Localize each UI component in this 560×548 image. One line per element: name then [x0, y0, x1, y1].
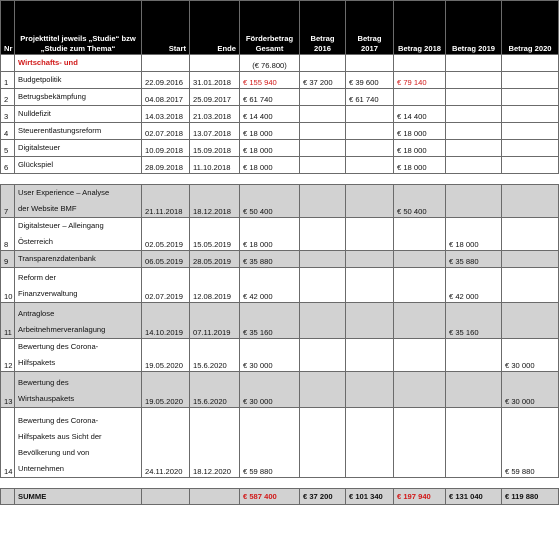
row-number: 11 — [1, 303, 15, 339]
spacer-cell — [394, 174, 446, 185]
table-header-row — [1, 1, 559, 55]
table-row — [1, 106, 559, 123]
row-y2018 — [394, 218, 446, 251]
header-2020: Betrag 2020 — [502, 1, 559, 55]
table-row — [1, 303, 559, 339]
row-gesamt: € 14 400 — [240, 106, 300, 123]
row-title-line: Betrugsbekämpfung — [18, 92, 86, 101]
row-title — [15, 89, 142, 106]
row-title-line: Bewertung des Corona- — [18, 342, 99, 351]
row-ende: 13.07.2018 — [190, 123, 240, 140]
row-number: 6 — [1, 157, 15, 174]
row-ende — [190, 55, 240, 72]
row-y2020 — [502, 89, 559, 106]
row-y2016 — [300, 55, 346, 72]
row-title — [15, 185, 142, 218]
row-y2019 — [446, 123, 502, 140]
table-row — [1, 251, 559, 268]
spacer-cell — [240, 478, 300, 489]
row-number: 9 — [1, 251, 15, 268]
row-y2017 — [346, 218, 394, 251]
row-y2016 — [300, 251, 346, 268]
spacer-cell — [1, 174, 15, 185]
row-title-line: Nulldefizit — [18, 109, 51, 118]
spacer-cell — [446, 174, 502, 185]
table-body — [1, 55, 559, 505]
row-ende: 25.09.2017 — [190, 89, 240, 106]
row-number: 8 — [1, 218, 15, 251]
row-y2017 — [346, 408, 394, 478]
row-y2019 — [446, 408, 502, 478]
spacer-cell — [502, 174, 559, 185]
table-row — [1, 218, 559, 251]
row-title-line: Steuerentlastungsreform — [18, 126, 102, 135]
spacer-cell — [502, 478, 559, 489]
row-y2016 — [300, 408, 346, 478]
row-title — [15, 72, 142, 89]
row-y2016 — [300, 89, 346, 106]
spacer-cell — [142, 174, 190, 185]
row-number: 2 — [1, 89, 15, 106]
row-y2016 — [300, 372, 346, 408]
row-y2019 — [446, 106, 502, 123]
row-y2017 — [346, 251, 394, 268]
spacer-cell — [15, 174, 142, 185]
row-y2016 — [300, 303, 346, 339]
row-y2020 — [502, 55, 559, 72]
summe-gesamt: € 587 400 — [240, 489, 300, 505]
row-start: 10.09.2018 — [142, 140, 190, 157]
header-2019: Betrag 2019 — [446, 1, 502, 55]
row-y2019: € 18 000 — [446, 218, 502, 251]
row-ende: 21.03.2018 — [190, 106, 240, 123]
row-start: 24.11.2020 — [142, 408, 190, 478]
header-ende: Ende — [190, 1, 240, 55]
row-y2016 — [300, 218, 346, 251]
row-y2016 — [300, 106, 346, 123]
row-y2020: € 59 880 — [502, 408, 559, 478]
row-y2017 — [346, 372, 394, 408]
row-y2017 — [346, 106, 394, 123]
row-number: 3 — [1, 106, 15, 123]
spacer-cell — [15, 478, 142, 489]
summe-row — [1, 489, 559, 505]
row-y2018 — [394, 408, 446, 478]
row-y2018 — [394, 303, 446, 339]
row-y2016 — [300, 140, 346, 157]
spacer-cell — [190, 174, 240, 185]
row-start: 19.05.2020 — [142, 372, 190, 408]
row-start: 14.03.2018 — [142, 106, 190, 123]
summe-2020: € 119 880 — [502, 489, 559, 505]
row-start: 14.10.2019 — [142, 303, 190, 339]
row-number: 10 — [1, 268, 15, 303]
row-y2019: € 42 000 — [446, 268, 502, 303]
row-title-line: Bewertung des Corona- — [18, 416, 99, 425]
row-gesamt: € 18 000 — [240, 140, 300, 157]
row-title-line: Antraglose — [18, 309, 55, 318]
spacer-row — [1, 174, 559, 185]
header-2016: Betrag 2016 — [300, 1, 346, 55]
row-y2017 — [346, 303, 394, 339]
row-y2020 — [502, 140, 559, 157]
row-gesamt: € 30 000 — [240, 339, 300, 372]
table-row — [1, 185, 559, 218]
row-title-line: Österreich — [18, 237, 54, 246]
row-gesamt: € 18 000 — [240, 218, 300, 251]
table-row — [1, 123, 559, 140]
row-y2018 — [394, 251, 446, 268]
row-start: 19.05.2020 — [142, 339, 190, 372]
table-row — [1, 157, 559, 174]
header-2017: Betrag 2017 — [346, 1, 394, 55]
row-y2020 — [502, 303, 559, 339]
row-y2017 — [346, 185, 394, 218]
row-title-line: Digitalsteuer — [18, 143, 61, 152]
row-title-line: der Website BMF — [18, 204, 77, 213]
row-number: 1 — [1, 72, 15, 89]
row-y2018: € 18 000 — [394, 157, 446, 174]
row-ende: 12.08.2019 — [190, 268, 240, 303]
spacer-cell — [1, 478, 15, 489]
header-start: Start — [142, 1, 190, 55]
row-ende: 15.05.2019 — [190, 218, 240, 251]
row-title — [15, 55, 142, 72]
row-y2020 — [502, 123, 559, 140]
row-title — [15, 140, 142, 157]
row-y2018: € 79 140 — [394, 72, 446, 89]
row-y2018: € 18 000 — [394, 140, 446, 157]
spacer-cell — [240, 174, 300, 185]
row-y2019 — [446, 55, 502, 72]
row-y2020 — [502, 251, 559, 268]
row-y2017 — [346, 339, 394, 372]
row-title — [15, 251, 142, 268]
row-y2017 — [346, 268, 394, 303]
row-y2017: € 39 600 — [346, 72, 394, 89]
row-title-line: Unternehmen — [18, 464, 65, 473]
row-title-line: Digitalsteuer – Alleingang — [18, 221, 104, 230]
table-row — [1, 89, 559, 106]
row-title-line: Wirtshauspakets — [18, 394, 75, 403]
row-y2020 — [502, 268, 559, 303]
row-start: 02.07.2018 — [142, 123, 190, 140]
row-y2016 — [300, 157, 346, 174]
row-ende: 07.11.2019 — [190, 303, 240, 339]
summe-ende — [190, 489, 240, 505]
spacer-cell — [300, 478, 346, 489]
spacer-cell — [346, 478, 394, 489]
row-start: 21.11.2018 — [142, 185, 190, 218]
row-y2020 — [502, 106, 559, 123]
row-y2019 — [446, 339, 502, 372]
row-start: 04.08.2017 — [142, 89, 190, 106]
row-gesamt: € 18 000 — [240, 157, 300, 174]
row-y2017 — [346, 140, 394, 157]
row-y2017 — [346, 123, 394, 140]
row-ende: 11.10.2018 — [190, 157, 240, 174]
row-title-line: Bewertung des — [18, 378, 69, 387]
row-ende: 31.01.2018 — [190, 72, 240, 89]
row-title — [15, 339, 142, 372]
row-y2018 — [394, 372, 446, 408]
row-y2020: € 30 000 — [502, 372, 559, 408]
row-start: 06.05.2019 — [142, 251, 190, 268]
row-gesamt: € 42 000 — [240, 268, 300, 303]
row-title — [15, 123, 142, 140]
summe-2019: € 131 040 — [446, 489, 502, 505]
row-title — [15, 106, 142, 123]
spacer-cell — [300, 174, 346, 185]
row-y2016: € 37 200 — [300, 72, 346, 89]
row-start: 02.07.2019 — [142, 268, 190, 303]
summe-2018: € 197 940 — [394, 489, 446, 505]
row-title-line: Hilfspakets aus Sicht der — [18, 432, 102, 441]
row-gesamt: € 50 400 — [240, 185, 300, 218]
row-y2018: € 14 400 — [394, 106, 446, 123]
header-2018: Betrag 2018 — [394, 1, 446, 55]
row-number: 4 — [1, 123, 15, 140]
header-title: Projekttitel jeweils „Studie“ bzw „Studie zum Thema“ — [15, 1, 142, 55]
row-title-line: Budgetpolitik — [18, 75, 62, 84]
summe-start — [142, 489, 190, 505]
row-gesamt: (€ 76.800) — [240, 55, 300, 72]
row-y2019 — [446, 72, 502, 89]
row-title-line: User Experience – Analyse — [18, 188, 110, 197]
row-gesamt: € 59 880 — [240, 408, 300, 478]
row-gesamt: € 18 000 — [240, 123, 300, 140]
row-number: 7 — [1, 185, 15, 218]
row-y2016 — [300, 185, 346, 218]
row-y2018 — [394, 89, 446, 106]
row-y2019: € 35 160 — [446, 303, 502, 339]
table-row — [1, 408, 559, 478]
row-title-line: Glückspiel — [18, 160, 54, 169]
row-y2020: € 30 000 — [502, 339, 559, 372]
header-gesamt: Förderbetrag Gesamt — [240, 1, 300, 55]
row-title — [15, 372, 142, 408]
row-y2017 — [346, 55, 394, 72]
summe-nr — [1, 489, 15, 505]
row-y2019 — [446, 157, 502, 174]
row-y2019 — [446, 185, 502, 218]
row-y2016 — [300, 339, 346, 372]
row-start: 02.05.2019 — [142, 218, 190, 251]
row-number: 13 — [1, 372, 15, 408]
row-title-line: Hilfspakets — [18, 358, 56, 367]
row-y2020 — [502, 157, 559, 174]
row-title — [15, 303, 142, 339]
row-gesamt: € 35 160 — [240, 303, 300, 339]
row-number: 12 — [1, 339, 15, 372]
row-y2017 — [346, 157, 394, 174]
row-y2018: € 18 000 — [394, 123, 446, 140]
table-row — [1, 372, 559, 408]
row-start: 22.09.2016 — [142, 72, 190, 89]
row-y2018: € 50 400 — [394, 185, 446, 218]
row-gesamt: € 35 880 — [240, 251, 300, 268]
row-y2019 — [446, 372, 502, 408]
row-title — [15, 408, 142, 478]
row-y2016 — [300, 123, 346, 140]
row-title — [15, 268, 142, 303]
summe-2017: € 101 340 — [346, 489, 394, 505]
row-y2016 — [300, 268, 346, 303]
spacer-cell — [446, 478, 502, 489]
row-title-line: Reform der — [18, 273, 56, 282]
row-title — [15, 157, 142, 174]
table-row — [1, 339, 559, 372]
row-y2017: € 61 740 — [346, 89, 394, 106]
spacer-cell — [190, 478, 240, 489]
summe-label: SUMME — [15, 489, 142, 505]
row-number — [1, 55, 15, 72]
row-title — [15, 218, 142, 251]
row-title-line: Wirtschafts- und — [18, 58, 78, 67]
row-gesamt: € 61 740 — [240, 89, 300, 106]
spacer-row — [1, 478, 559, 489]
row-start — [142, 55, 190, 72]
row-ende: 15.6.2020 — [190, 372, 240, 408]
row-ende: 18.12.2020 — [190, 408, 240, 478]
header-nr: Nr — [1, 1, 15, 55]
spacer-cell — [346, 174, 394, 185]
table-row — [1, 140, 559, 157]
row-ende: 15.6.2020 — [190, 339, 240, 372]
row-y2018 — [394, 268, 446, 303]
row-y2020 — [502, 185, 559, 218]
row-title-line: Bevölkerung und von — [18, 448, 90, 457]
row-ende: 18.12.2018 — [190, 185, 240, 218]
spacer-cell — [394, 478, 446, 489]
row-start: 28.09.2018 — [142, 157, 190, 174]
row-y2018 — [394, 55, 446, 72]
row-gesamt: € 155 940 — [240, 72, 300, 89]
table-row — [1, 55, 559, 72]
row-y2019 — [446, 89, 502, 106]
row-ende: 28.05.2019 — [190, 251, 240, 268]
row-ende: 15.09.2018 — [190, 140, 240, 157]
row-number: 14 — [1, 408, 15, 478]
row-y2020 — [502, 218, 559, 251]
summe-2016: € 37 200 — [300, 489, 346, 505]
row-y2020 — [502, 72, 559, 89]
table-row — [1, 268, 559, 303]
row-title-line: Transparenzdatenbank — [18, 254, 96, 263]
row-number: 5 — [1, 140, 15, 157]
row-y2019 — [446, 140, 502, 157]
spacer-cell — [142, 478, 190, 489]
row-y2018 — [394, 339, 446, 372]
row-title-line: Arbeitnehmerveranlagung — [18, 325, 106, 334]
row-y2019: € 35 880 — [446, 251, 502, 268]
row-gesamt: € 30 000 — [240, 372, 300, 408]
row-title-line: Finanzverwaltung — [18, 289, 78, 298]
table-row — [1, 72, 559, 89]
